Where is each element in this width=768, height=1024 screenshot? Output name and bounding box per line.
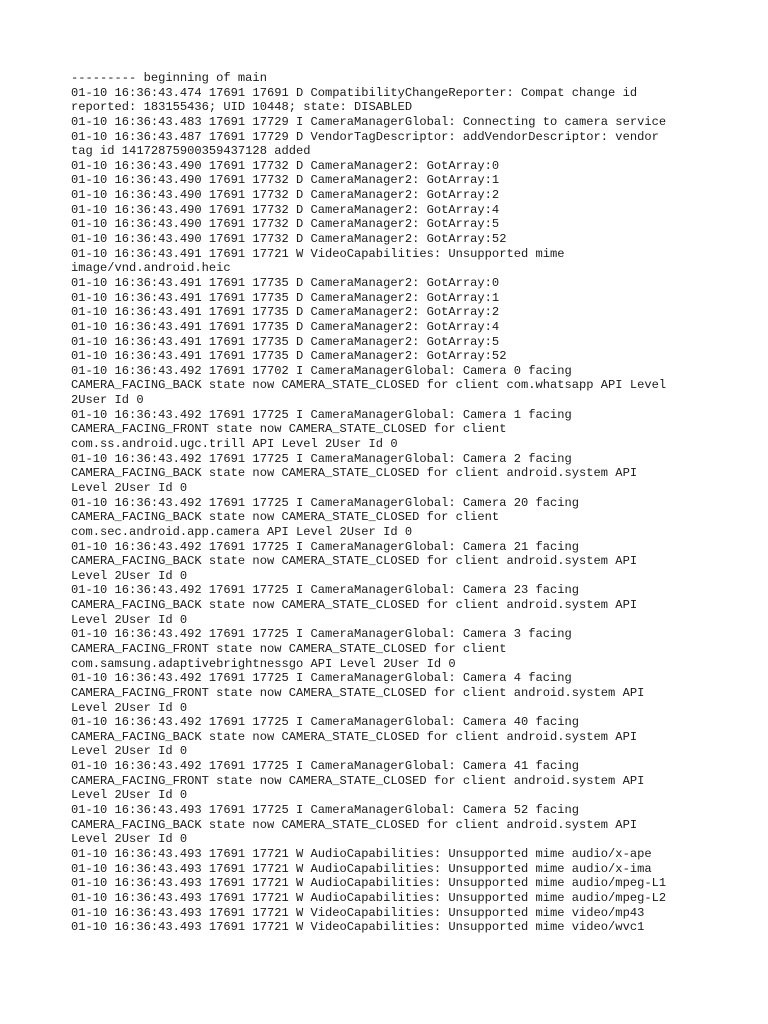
log-line: 01-10 16:36:43.492 17691 17725 I CameraManagerGlobal: Camera 41 facing <box>71 759 580 774</box>
log-line: 01-10 16:36:43.492 17691 17725 I CameraManagerGlobal: Camera 20 facing <box>71 495 580 510</box>
log-line: 01-10 16:36:43.491 17691 17735 D CameraManager2: GotArray:4 <box>71 319 500 334</box>
log-line: 01-10 16:36:43.492 17691 17725 I CameraManagerGlobal: Camera 4 facing <box>71 671 572 686</box>
log-line: 01-10 16:36:43.491 17691 17735 D CameraManager2: GotArray:52 <box>71 349 507 364</box>
log-line: CAMERA_FACING_BACK state now CAMERA_STATE_CLOSED for client android.system API <box>71 817 638 832</box>
log-line: com.sec.android.app.camera API Level 2User Id 0 <box>71 524 413 539</box>
log-line: com.ss.android.ugc.trill API Level 2User Id 0 <box>71 437 398 452</box>
log-line: 01-10 16:36:43.491 17691 17735 D CameraManager2: GotArray:5 <box>71 334 500 349</box>
log-document <box>71 71 711 949</box>
log-line: 01-10 16:36:43.492 17691 17725 I CameraManagerGlobal: Camera 23 facing <box>71 583 580 598</box>
log-line: Level 2User Id 0 <box>71 832 188 847</box>
log-line: CAMERA_FACING_BACK state now CAMERA_STATE_CLOSED for client com.whatsapp API Level <box>71 378 667 393</box>
log-line: 01-10 16:36:43.493 17691 17725 I CameraManagerGlobal: Camera 52 facing <box>71 803 580 818</box>
log-line: 01-10 16:36:43.493 17691 17721 W AudioCapabilities: Unsupported mime audio/x-ape <box>71 846 652 861</box>
log-line: 01-10 16:36:43.491 17691 17721 W VideoCapabilities: Unsupported mime <box>71 246 565 261</box>
log-line <box>71 935 711 950</box>
log-line: 01-10 16:36:43.474 17691 17691 D CompatibilityChangeReporter: Compat change id <box>71 85 638 100</box>
log-line: reported: 183155436; UID 10448; state: DISABLED <box>71 100 413 115</box>
log-line: 01-10 16:36:43.493 17691 17721 W AudioCapabilities: Unsupported mime audio/mpeg-L1 <box>71 876 667 891</box>
log-line: 01-10 16:36:43.490 17691 17732 D CameraManager2: GotArray:4 <box>71 202 500 217</box>
log-line: 01-10 16:36:43.492 17691 17725 I CameraManagerGlobal: Camera 21 facing <box>71 539 580 554</box>
log-line: 01-10 16:36:43.490 17691 17732 D CameraManager2: GotArray:0 <box>71 158 500 173</box>
log-line: Level 2User Id 0 <box>71 788 188 803</box>
log-line: 01-10 16:36:43.490 17691 17732 D CameraManager2: GotArray:1 <box>71 173 500 188</box>
log-line: 01-10 16:36:43.492 17691 17702 I CameraManagerGlobal: Camera 0 facing <box>71 363 572 378</box>
log-line: CAMERA_FACING_FRONT state now CAMERA_STATE_CLOSED for client android.system API <box>71 773 645 788</box>
log-line: CAMERA_FACING_BACK state now CAMERA_STATE_CLOSED for client android.system API <box>71 466 638 481</box>
log-line: com.samsung.adaptivebrightnessgo API Level 2User Id 0 <box>71 656 456 671</box>
log-line: 01-10 16:36:43.483 17691 17729 I CameraManagerGlobal: Connecting to camera service <box>71 114 667 129</box>
log-line: 01-10 16:36:43.492 17691 17725 I CameraManagerGlobal: Camera 2 facing <box>71 451 572 466</box>
log-line: 01-10 16:36:43.493 17691 17721 W VideoCapabilities: Unsupported mime video/mp43 <box>71 905 645 920</box>
log-line: image/vnd.android.heic <box>71 261 231 276</box>
log-line: 01-10 16:36:43.492 17691 17725 I CameraManagerGlobal: Camera 40 facing <box>71 715 580 730</box>
log-line: CAMERA_FACING_FRONT state now CAMERA_STATE_CLOSED for client android.system API <box>71 685 645 700</box>
log-line: 01-10 16:36:43.492 17691 17725 I CameraManagerGlobal: Camera 3 facing <box>71 627 572 642</box>
log-line: 01-10 16:36:43.492 17691 17725 I CameraManagerGlobal: Camera 1 facing <box>71 407 572 422</box>
log-line: CAMERA_FACING_FRONT state now CAMERA_STATE_CLOSED for client <box>71 641 507 656</box>
log-line: Level 2User Id 0 <box>71 744 188 759</box>
log-line: Level 2User Id 0 <box>71 568 188 583</box>
log-line: --------- beginning of main <box>71 71 267 85</box>
log-line: CAMERA_FACING_BACK state now CAMERA_STATE_CLOSED for client android.system API <box>71 598 638 613</box>
log-line: 01-10 16:36:43.493 17691 17721 W AudioCapabilities: Unsupported mime audio/mpeg-L2 <box>71 890 667 905</box>
log-line: CAMERA_FACING_BACK state now CAMERA_STATE_CLOSED for client android.system API <box>71 554 638 569</box>
log-line: CAMERA_FACING_BACK state now CAMERA_STATE_CLOSED for client android.system API <box>71 729 638 744</box>
log-line: CAMERA_FACING_FRONT state now CAMERA_STATE_CLOSED for client <box>71 422 507 437</box>
log-line: Level 2User Id 0 <box>71 612 188 627</box>
log-line: 01-10 16:36:43.493 17691 17721 W VideoCapabilities: Unsupported mime video/wvc1 <box>71 920 645 935</box>
log-line: 01-10 16:36:43.490 17691 17732 D CameraManager2: GotArray:52 <box>71 232 507 247</box>
log-line: 01-10 16:36:43.490 17691 17732 D CameraManager2: GotArray:5 <box>71 217 500 232</box>
log-line: 2User Id 0 <box>71 393 144 408</box>
log-line: 01-10 16:36:43.487 17691 17729 D VendorTagDescriptor: addVendorDescriptor: vendor <box>71 129 659 144</box>
log-line: Level 2User Id 0 <box>71 700 188 715</box>
log-line: CAMERA_FACING_BACK state now CAMERA_STATE_CLOSED for client <box>71 510 500 525</box>
log-line: 01-10 16:36:43.491 17691 17735 D CameraManager2: GotArray:2 <box>71 305 500 320</box>
log-line: tag id 14172875900359437128 added <box>71 144 311 159</box>
log-line: Level 2User Id 0 <box>71 480 188 495</box>
log-line: 01-10 16:36:43.493 17691 17721 W AudioCapabilities: Unsupported mime audio/x-ima <box>71 861 652 876</box>
log-line: 01-10 16:36:43.491 17691 17735 D CameraManager2: GotArray:0 <box>71 275 500 290</box>
log-line: 01-10 16:36:43.490 17691 17732 D CameraManager2: GotArray:2 <box>71 188 500 203</box>
log-line: 01-10 16:36:43.491 17691 17735 D CameraManager2: GotArray:1 <box>71 290 500 305</box>
